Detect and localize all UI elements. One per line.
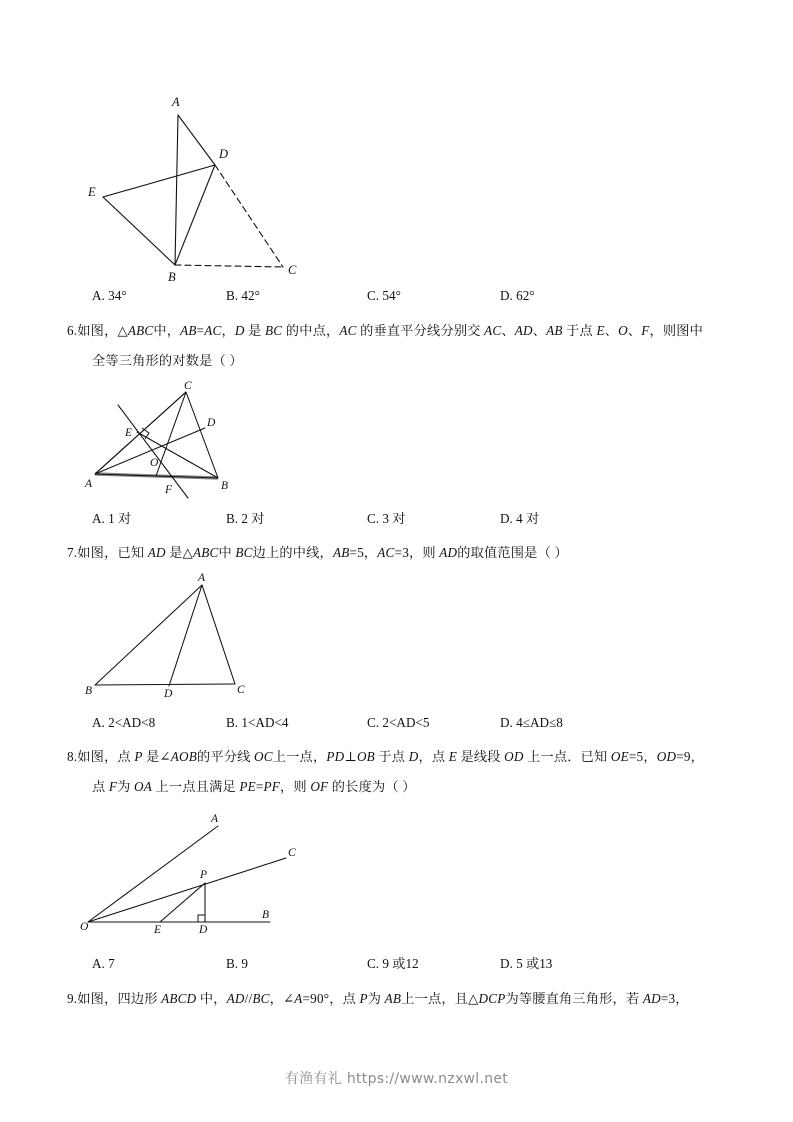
segment-BC bbox=[186, 392, 218, 478]
q7-math-5: AC bbox=[377, 545, 395, 560]
question-8-line-2 bbox=[92, 778, 416, 796]
q6-math-11: O bbox=[618, 323, 628, 338]
label-P: P bbox=[200, 869, 208, 881]
option-b-q5[interactable]: B. 42° bbox=[226, 288, 260, 303]
q7-math-1: AD bbox=[147, 545, 166, 560]
q7-text-5: =5， bbox=[349, 545, 378, 560]
q8b-text-6: 的长度为（ ） bbox=[328, 779, 416, 794]
q7-math-2: ABC bbox=[192, 545, 219, 560]
label-B: B bbox=[262, 909, 270, 921]
q7-math-4: AB bbox=[332, 545, 350, 560]
q6-math-2: AB bbox=[180, 323, 197, 338]
q8b-text-2: 为 bbox=[117, 779, 135, 794]
label-F: F bbox=[165, 484, 173, 496]
q7-text-1: 如图，已知 bbox=[77, 545, 148, 560]
options-row-question-5 bbox=[0, 286, 793, 306]
option-c-q8[interactable]: C. 9 或12 bbox=[367, 956, 419, 971]
q9-math-5: P bbox=[359, 991, 368, 1006]
q8b-text-1: 点 bbox=[92, 779, 109, 794]
q8-math-4: PD bbox=[326, 749, 345, 764]
option-c-q7[interactable]: C. 2<AD<5 bbox=[367, 715, 430, 730]
label-C: C bbox=[288, 847, 296, 859]
q6-math-4: D bbox=[234, 323, 245, 338]
segment-BC-dashed bbox=[175, 265, 283, 267]
q9-text-4: ，∠ bbox=[269, 991, 295, 1006]
options-row-question-6 bbox=[0, 509, 793, 529]
q6-math-12: F bbox=[641, 323, 650, 338]
label-D: D bbox=[199, 924, 208, 936]
q8-math-5: OB bbox=[356, 749, 375, 764]
question-9-line-1 bbox=[67, 990, 689, 1008]
figure-question-6 bbox=[85, 380, 255, 498]
label-B: B bbox=[221, 480, 229, 492]
q7-math-6: AD bbox=[439, 545, 458, 560]
option-a-q8[interactable]: A. 7 bbox=[92, 956, 115, 971]
segment-BC bbox=[95, 684, 235, 685]
q6-math-5: BC bbox=[265, 323, 283, 338]
segment-DB bbox=[175, 165, 215, 265]
label-E: E bbox=[154, 924, 162, 936]
label-C: C bbox=[237, 684, 245, 696]
q9-math-8: AD bbox=[642, 991, 661, 1006]
q6-math-9: AB bbox=[546, 323, 563, 338]
q6-math-3: AC bbox=[204, 323, 222, 338]
q6-math-6: AC bbox=[339, 323, 357, 338]
figure-question-7 bbox=[85, 572, 260, 700]
segment-DC-dashed bbox=[215, 165, 283, 267]
q9-text-8: 为等腰直角三角形，若 bbox=[505, 991, 643, 1006]
figure-question-5 bbox=[80, 90, 310, 285]
q8-math-3: OC bbox=[254, 749, 273, 764]
q8-math-6: D bbox=[408, 749, 419, 764]
option-b-q7[interactable]: B. 1<AD<4 bbox=[226, 715, 289, 730]
q8-text-3: 的平分线 bbox=[197, 749, 255, 764]
q6-text-8: 、 bbox=[501, 323, 515, 338]
q8-text-6: 于点 bbox=[374, 749, 409, 764]
q8b-math-2: OA bbox=[134, 779, 153, 794]
label-B: B bbox=[168, 270, 176, 284]
segment-CF-median bbox=[156, 392, 186, 476]
option-d-q7[interactable]: D. 4≤AD≤8 bbox=[500, 715, 563, 730]
q6-text-10: 于点 bbox=[562, 323, 597, 338]
label-B: B bbox=[85, 685, 93, 697]
question-9-number: 9. bbox=[67, 991, 78, 1006]
question-8-line-1 bbox=[67, 748, 704, 766]
label-D: D bbox=[207, 417, 216, 429]
q8-math-1: P bbox=[134, 749, 143, 764]
q8-math-7: E bbox=[448, 749, 457, 764]
question-6-line-2: 全等三角形的对数是（ ） bbox=[92, 353, 243, 368]
segment-DE bbox=[103, 165, 215, 197]
label-O: O bbox=[80, 921, 89, 933]
q9-text-2: 中， bbox=[196, 991, 227, 1006]
q7-math-3: BC bbox=[235, 545, 253, 560]
q9-text-3: // bbox=[244, 991, 253, 1006]
q6-text-4: ， bbox=[221, 323, 235, 338]
question-8-number: 8. bbox=[67, 749, 78, 764]
segment-EB bbox=[103, 197, 175, 265]
segment-CA-dup bbox=[95, 392, 186, 474]
option-d-q5[interactable]: D. 62° bbox=[500, 288, 535, 303]
q6-text-7: 的垂直平分线分别交 bbox=[356, 323, 485, 338]
option-d-q8[interactable]: D. 5 或13 bbox=[500, 956, 553, 971]
segment-AD bbox=[178, 115, 215, 165]
q9-text-1: 如图，四边形 bbox=[77, 991, 162, 1006]
segment-AC bbox=[202, 585, 235, 684]
label-O: O bbox=[150, 457, 159, 469]
label-E: E bbox=[125, 427, 133, 439]
options-row-question-7 bbox=[0, 713, 793, 733]
q8-math-9: OE bbox=[610, 749, 629, 764]
q8-math-10: OD bbox=[656, 749, 677, 764]
q8-text-1: 如图，点 bbox=[77, 749, 135, 764]
q8-math-8: OD bbox=[504, 749, 524, 764]
q6-text-6: 的中点， bbox=[282, 323, 340, 338]
option-c-q6[interactable]: C. 3 对 bbox=[367, 511, 406, 526]
q8-text-4: 上一点， bbox=[272, 749, 327, 764]
label-C: C bbox=[184, 380, 192, 392]
q9-text-5: =90°，点 bbox=[302, 991, 360, 1006]
q9-text-6: 为 bbox=[367, 991, 385, 1006]
q7-text-4: 边上的中线， bbox=[252, 545, 333, 560]
q9-text-9: =3， bbox=[660, 991, 689, 1006]
q9-math-6: AB bbox=[384, 991, 402, 1006]
q8-text-11: =9， bbox=[676, 749, 705, 764]
q6-math-8: AD bbox=[514, 323, 533, 338]
segment-AB bbox=[175, 115, 178, 265]
label-A: A bbox=[172, 95, 180, 109]
q6-text-13: ，则图中 bbox=[649, 323, 704, 338]
q9-math-4: A bbox=[294, 991, 303, 1006]
q6-text-2: 中， bbox=[153, 323, 181, 338]
label-A: A bbox=[198, 572, 206, 584]
q8b-math-3: PE bbox=[239, 779, 256, 794]
question-6-line-1 bbox=[67, 322, 703, 340]
q9-math-2: AD bbox=[226, 991, 245, 1006]
q6-text-11: 、 bbox=[604, 323, 619, 338]
label-D: D bbox=[164, 688, 173, 700]
q6-math-1: ABC bbox=[127, 323, 154, 338]
label-A: A bbox=[85, 478, 93, 490]
question-6-number: 6. bbox=[67, 323, 78, 338]
option-a-q6[interactable]: A. 1 对 bbox=[92, 511, 132, 526]
perpendicular-bisector-line bbox=[118, 405, 188, 498]
q8b-math-1: F bbox=[108, 779, 118, 794]
q8b-text-5: ，则 bbox=[280, 779, 311, 794]
q7-text-7: 的取值范围是（ ） bbox=[457, 545, 568, 560]
q8-math-2: AOB bbox=[170, 749, 197, 764]
label-E: E bbox=[88, 185, 96, 199]
q8-text-9: 上一点．已知 bbox=[523, 749, 611, 764]
option-a-q7[interactable]: A. 2<AD<8 bbox=[92, 715, 156, 730]
label-A: A bbox=[211, 813, 219, 825]
q6-text-1: 如图，△ bbox=[77, 323, 128, 338]
q8-text-7: ，点 bbox=[418, 749, 449, 764]
q8-text-10: =5， bbox=[628, 749, 657, 764]
q8-text-5: ⊥ bbox=[344, 749, 357, 764]
footer-watermark: 有渔有礼 https://www.nzxwl.net bbox=[284, 1071, 509, 1087]
ray-OC-bisector bbox=[88, 858, 286, 922]
figure-question-8 bbox=[80, 808, 305, 936]
option-b-q6[interactable]: B. 2 对 bbox=[226, 511, 265, 526]
option-b-q8[interactable]: B. 9 bbox=[226, 956, 248, 971]
q8b-text-4: = bbox=[255, 779, 264, 794]
q6-text-9: 、 bbox=[532, 323, 547, 338]
q7-text-2: 是△ bbox=[165, 545, 193, 560]
q6-text-3: = bbox=[196, 323, 205, 338]
options-row-question-8 bbox=[0, 954, 793, 974]
q8-text-8: 是线段 bbox=[456, 749, 505, 764]
ray-OA bbox=[88, 826, 218, 922]
q7-text-6: =3，则 bbox=[394, 545, 440, 560]
question-7-line-1 bbox=[67, 544, 568, 562]
segment-BE bbox=[137, 432, 218, 478]
q9-math-3: BC bbox=[252, 991, 270, 1006]
q6-math-7: AC bbox=[484, 323, 502, 338]
right-angle-mark-D bbox=[198, 915, 205, 922]
question-7-number: 7. bbox=[67, 545, 78, 560]
option-a-q5[interactable]: A. 34° bbox=[92, 288, 127, 303]
label-D: D bbox=[219, 147, 229, 161]
q6-text-5: 是 bbox=[244, 323, 266, 338]
q7-text-3: 中 bbox=[218, 545, 236, 560]
q8b-math-4: PF bbox=[263, 779, 281, 794]
q6-math-10: E bbox=[596, 323, 605, 338]
q9-text-7: 上一点，且△ bbox=[401, 991, 479, 1006]
q8b-text-3: 上一点且满足 bbox=[152, 779, 240, 794]
label-C: C bbox=[288, 263, 297, 277]
q9-math-7: DCP bbox=[478, 991, 506, 1006]
q6-text-12: 、 bbox=[627, 323, 642, 338]
option-c-q5[interactable]: C. 54° bbox=[367, 288, 401, 303]
q9-math-1: ABCD bbox=[161, 991, 197, 1006]
right-angle-mark-E bbox=[142, 428, 149, 439]
q8b-math-5: OF bbox=[310, 779, 329, 794]
q8-text-2: 是∠ bbox=[142, 749, 171, 764]
option-d-q6[interactable]: D. 4 对 bbox=[500, 511, 540, 526]
